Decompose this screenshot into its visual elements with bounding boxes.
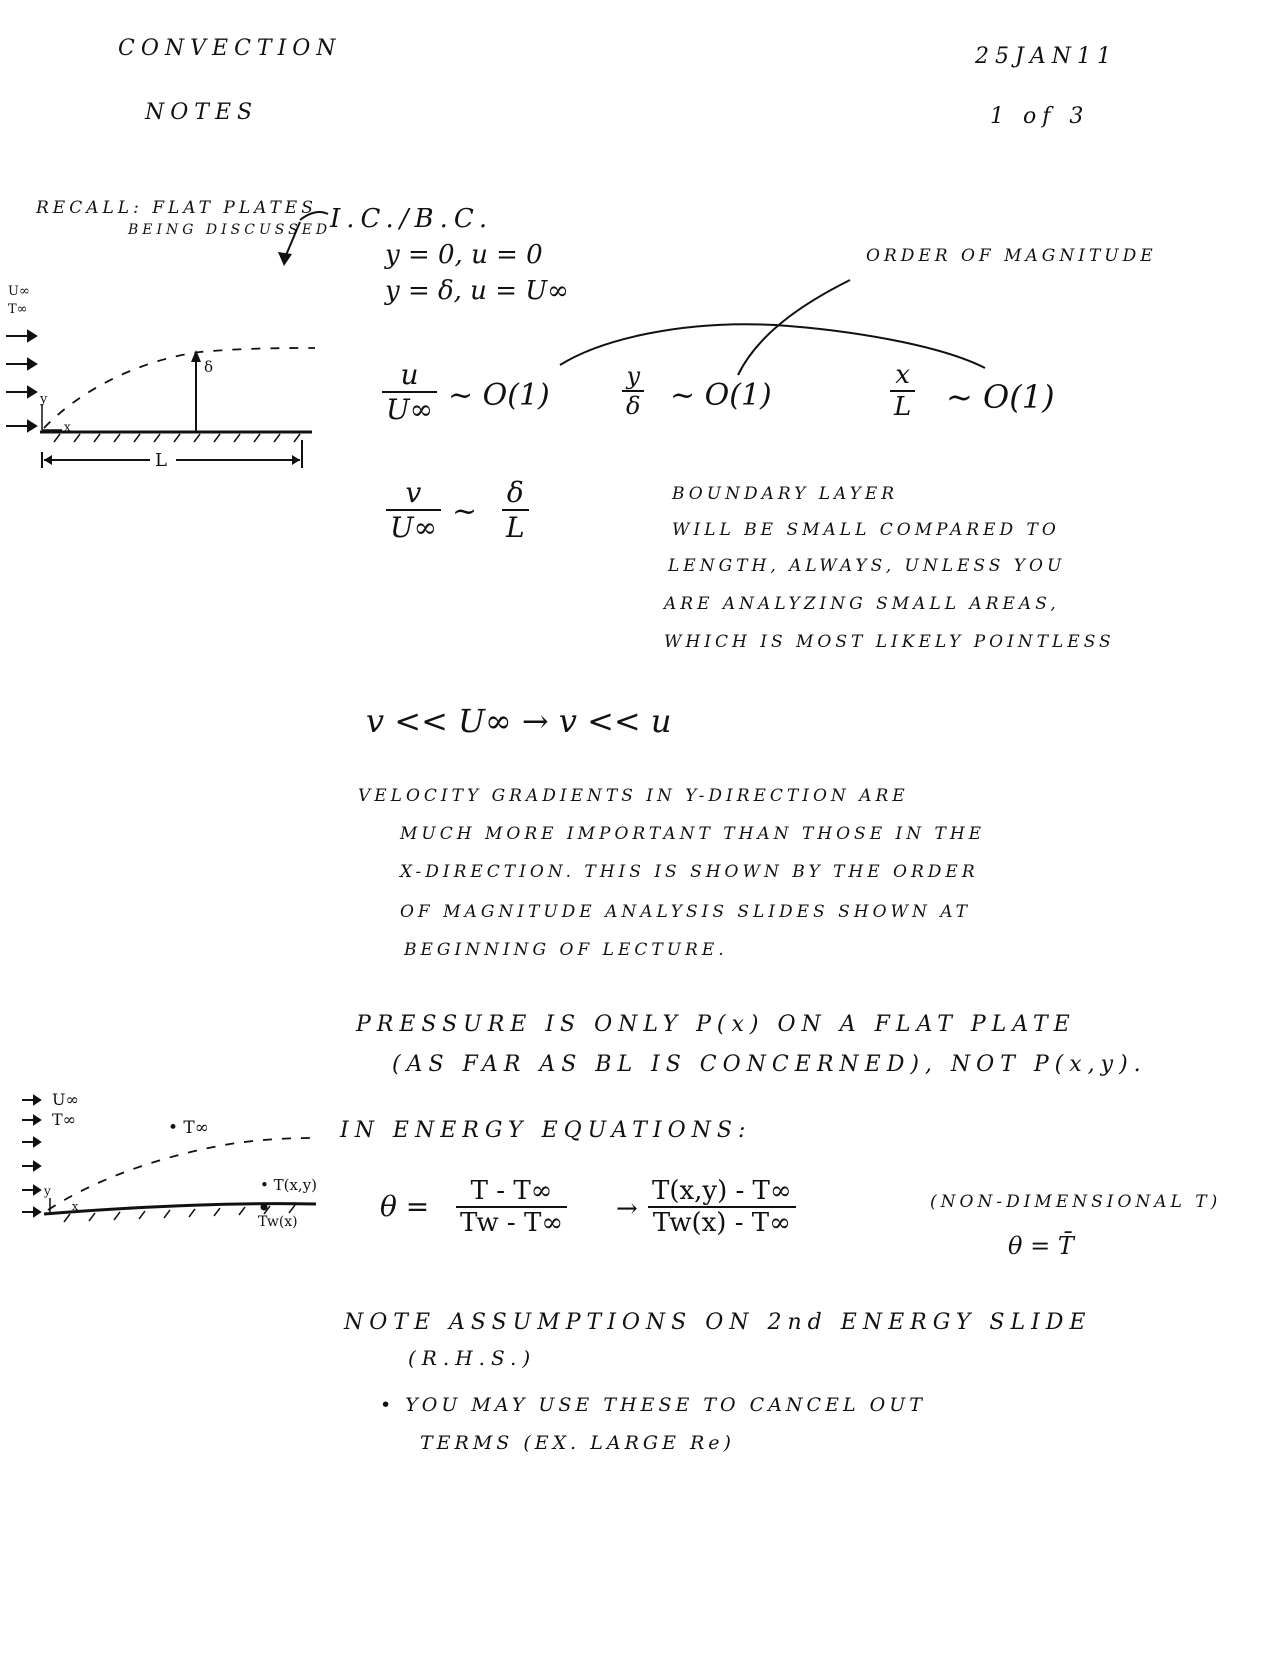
- theta-label: θ =: [380, 1190, 430, 1223]
- v-scale-tilde: ~: [452, 494, 478, 529]
- u-scale-den: U∞: [386, 393, 433, 426]
- theta-f2-num: T(x,y) - T∞: [648, 1176, 796, 1208]
- thermal-plate-sketch: [0, 1086, 330, 1256]
- sketch1-delta: δ: [204, 358, 214, 376]
- bl-note-line3: LENGTH, ALWAYS, UNLESS YOU: [668, 556, 1066, 576]
- u-scale-num: u: [382, 358, 437, 393]
- sketch2-t-xy: • T(x,y): [260, 1176, 318, 1194]
- date: 25JAN11: [975, 44, 1117, 69]
- v-scale-fraction: [386, 476, 441, 544]
- order-of-magnitude-label: ORDER OF MAGNITUDE: [866, 246, 1157, 266]
- sketch2-t-inf-point: • T∞: [168, 1118, 209, 1138]
- sketch2-y: y: [44, 1184, 51, 1198]
- sketch2-t-inf: T∞: [52, 1110, 76, 1129]
- theta-equals-tbar: θ = T̄: [1008, 1232, 1074, 1260]
- sketch1-y: y: [40, 392, 48, 407]
- sketch2-tw: Tw(x): [258, 1214, 298, 1230]
- nondimensional-note: (NON-DIMENSIONAL T): [930, 1192, 1222, 1212]
- v-scale-num: v: [386, 476, 441, 511]
- bl-note-line5: WHICH IS MOST LIKELY POINTLESS: [664, 632, 1115, 652]
- assumptions-line2: (R.H.S.): [408, 1346, 537, 1370]
- delta-l-den: L: [506, 511, 525, 544]
- theta-f2-den: Tw(x) - T∞: [652, 1208, 791, 1238]
- theta-fraction-2: [648, 1176, 796, 1238]
- y-scale-den: δ: [626, 392, 641, 420]
- x-scale-rhs: ~ O(1): [946, 378, 1055, 416]
- sketch2-x: x: [72, 1200, 79, 1213]
- assumptions-bullet1: • YOU MAY USE THESE TO CANCEL OUT: [380, 1394, 926, 1416]
- x-scale-num: x: [890, 360, 915, 392]
- velocity-note-line4: OF MAGNITUDE ANALYSIS SLIDES SHOWN AT: [400, 902, 971, 922]
- u-scale-rhs: ~ O(1): [448, 378, 550, 413]
- y-scale-num: y: [622, 362, 644, 392]
- x-scale-fraction: [890, 360, 915, 422]
- theta-f1-num: T - T∞: [456, 1176, 567, 1208]
- theta-f1-den: Tw - T∞: [460, 1208, 563, 1238]
- v-scale-den: U∞: [390, 511, 437, 544]
- page-title: CONVECTION: [118, 36, 342, 61]
- flat-plate-sketch: [0, 280, 330, 480]
- assumptions-bullet2: TERMS (EX. LARGE Re): [420, 1432, 735, 1454]
- v-relation: v << U∞ → v << u: [366, 702, 672, 740]
- y-scale-rhs: ~ O(1): [670, 378, 772, 413]
- page-number: 1 of 3: [990, 104, 1090, 129]
- bc-line2: y = δ, u = U∞: [385, 276, 569, 306]
- sketch1-t-inf: T∞: [8, 302, 28, 317]
- velocity-note-line5: BEGINNING OF LECTURE.: [404, 940, 728, 960]
- bl-note-line2: WILL BE SMALL COMPARED TO: [672, 520, 1060, 540]
- ic-bc-label: I.C./B.C.: [330, 204, 494, 234]
- recall-line2: BEING DISCUSSED: [128, 222, 332, 238]
- velocity-note-line1: VELOCITY GRADIENTS IN Y-DIRECTION ARE: [358, 786, 909, 806]
- pressure-note-line1: PRESSURE IS ONLY P(x) ON A FLAT PLATE: [356, 1012, 1076, 1037]
- x-scale-den: L: [894, 392, 912, 422]
- bl-note-line1: BOUNDARY LAYER: [672, 484, 899, 504]
- recall-line1: RECALL: FLAT PLATES: [36, 198, 317, 218]
- sketch1-length: L: [155, 450, 167, 471]
- energy-arrow: →: [616, 1194, 638, 1224]
- velocity-note-line3: X-DIRECTION. THIS IS SHOWN BY THE ORDER: [400, 862, 979, 882]
- delta-l-fraction: [502, 476, 529, 544]
- u-scale-fraction: [382, 358, 437, 426]
- velocity-note-line2: MUCH MORE IMPORTANT THAN THOSE IN THE: [400, 824, 986, 844]
- bc-line1: y = 0, u = 0: [385, 240, 543, 270]
- y-scale-fraction: [622, 362, 644, 420]
- page-subtitle: NOTES: [145, 100, 259, 125]
- sketch2-u-inf: U∞: [52, 1090, 79, 1109]
- theta-fraction-1: [456, 1176, 567, 1238]
- delta-l-num: δ: [502, 476, 529, 511]
- assumptions-line1: NOTE ASSUMPTIONS ON 2nd ENERGY SLIDE: [344, 1310, 1092, 1335]
- sketch1-x: x: [64, 420, 71, 434]
- bl-note-line4: ARE ANALYZING SMALL AREAS,: [664, 594, 1060, 614]
- energy-heading: IN ENERGY EQUATIONS:: [340, 1118, 752, 1143]
- sketch1-u-inf: U∞: [8, 284, 30, 299]
- pressure-note-line2: (AS FAR AS BL IS CONCERNED), NOT P(x,y).: [392, 1052, 1147, 1077]
